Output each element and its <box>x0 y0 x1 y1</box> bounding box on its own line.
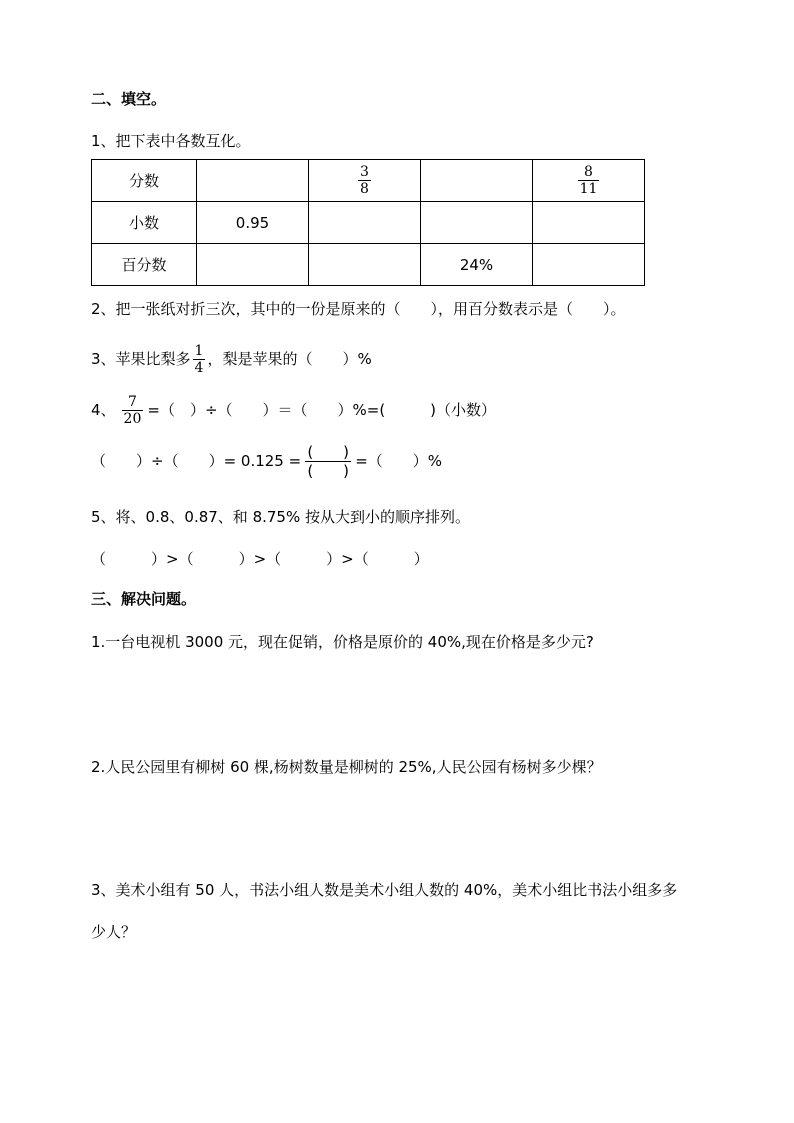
table-row-percent <box>92 244 645 286</box>
question-2-text: 2、把一张纸对折三次，其中的一份是原来的（ ），用百分数表示是（ ）。 <box>91 300 626 318</box>
section-2-title: 二、填空。 <box>91 90 167 108</box>
problem-3-line-1: 3、美术小组有 50 人，书法小组人数是美术小组人数的 40%，美术小组比书法小组多多 <box>91 881 678 899</box>
row-label: 分数 <box>92 160 197 202</box>
table-cell: 0.95 <box>197 202 309 244</box>
problem-3-line-2: 少人？ <box>91 923 137 941</box>
problem-1-text: 1.一台电视机 3000 元，现在促销，价格是原价的 40%,现在价格是多少元? <box>91 633 594 651</box>
table-cell <box>533 160 645 202</box>
table-cell <box>197 160 309 202</box>
question-4-line-2 <box>91 441 442 481</box>
question-4-line-2-right: =（ ）% <box>355 452 443 470</box>
question-4-prefix: 4、 <box>91 401 116 419</box>
question-1-text: 1、把下表中各数互化。 <box>91 132 251 150</box>
question-5-order: （ ）>（ ）>（ ）>（ ） <box>91 550 429 568</box>
blank-fraction: ( ) ( ) <box>305 443 351 480</box>
question-3 <box>91 339 372 379</box>
table-cell <box>309 160 421 202</box>
table-cell: 24% <box>421 244 533 286</box>
question-3-suffix: ，梨是苹果的（ ）% <box>207 350 372 368</box>
table-cell <box>533 202 645 244</box>
question-3-prefix: 3、苹果比梨多 <box>91 350 191 368</box>
table-cell <box>309 244 421 286</box>
fraction-1-4: $\frac{1}{4}$ <box>194 342 204 376</box>
table-cell <box>421 160 533 202</box>
fraction-8-11: $\frac{8}{11}$ <box>579 164 598 197</box>
table-cell <box>197 244 309 286</box>
row-label: 百分数 <box>92 244 197 286</box>
table-row-decimal <box>92 202 645 244</box>
conversion-table <box>91 159 645 286</box>
table-cell <box>421 202 533 244</box>
fraction-3-8: $\frac{3}{8}$ <box>360 164 369 197</box>
row-label: 小数 <box>92 202 197 244</box>
table-row-fraction <box>92 160 645 202</box>
question-4-line-2-left: （ ）÷（ ）= 0.125 = <box>91 452 302 470</box>
question-4-line-1-rest: =（ ）÷（ ）＝（ ）%=( )（小数） <box>147 401 497 419</box>
section-3-title: 三、解决问题。 <box>91 590 197 608</box>
question-4-line-1 <box>91 390 496 430</box>
problem-2-text: 2.人民公园里有柳树 60 棵,杨树数量是柳树的 25%,人民公园有杨树多少棵？ <box>91 758 602 776</box>
table-cell <box>309 202 421 244</box>
question-5-text: 5、将、0.8、0.87、和 8.75% 按从大到小的顺序排列。 <box>91 508 470 526</box>
table-cell <box>533 244 645 286</box>
fraction-7-20: $\frac{7}{20}$ <box>123 393 142 427</box>
